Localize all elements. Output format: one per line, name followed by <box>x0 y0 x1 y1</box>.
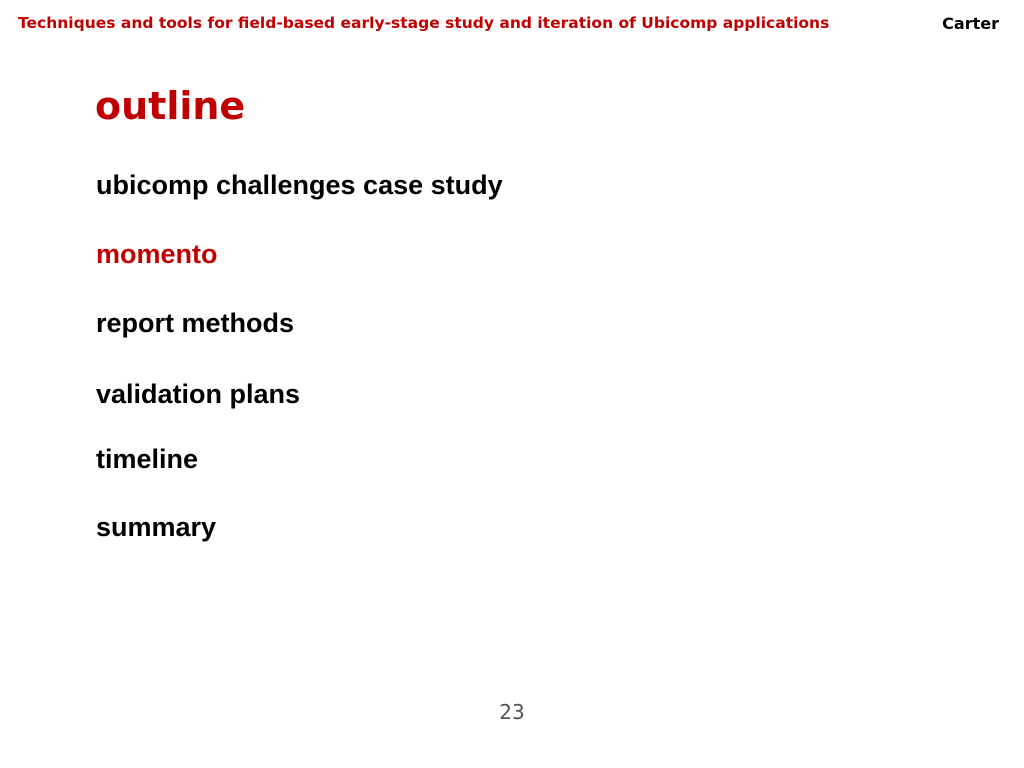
author-name: Carter <box>942 14 999 33</box>
outline-item-validation-plans: validation plans <box>96 379 301 409</box>
outline-item-ubicomp-challenges: ubicomp challenges case study <box>96 170 503 200</box>
outline-item-summary: summary <box>96 512 217 542</box>
outline-item-report-methods: report methods <box>96 308 295 338</box>
outline-item-momento: momento <box>96 239 218 269</box>
presentation-title: Techniques and tools for field-based early-stage study and iteration of Ubicomp applications <box>18 14 830 32</box>
outline-item-timeline: timeline <box>96 444 199 474</box>
slide-title: outline <box>95 84 246 128</box>
page-number: 23 <box>499 700 525 724</box>
